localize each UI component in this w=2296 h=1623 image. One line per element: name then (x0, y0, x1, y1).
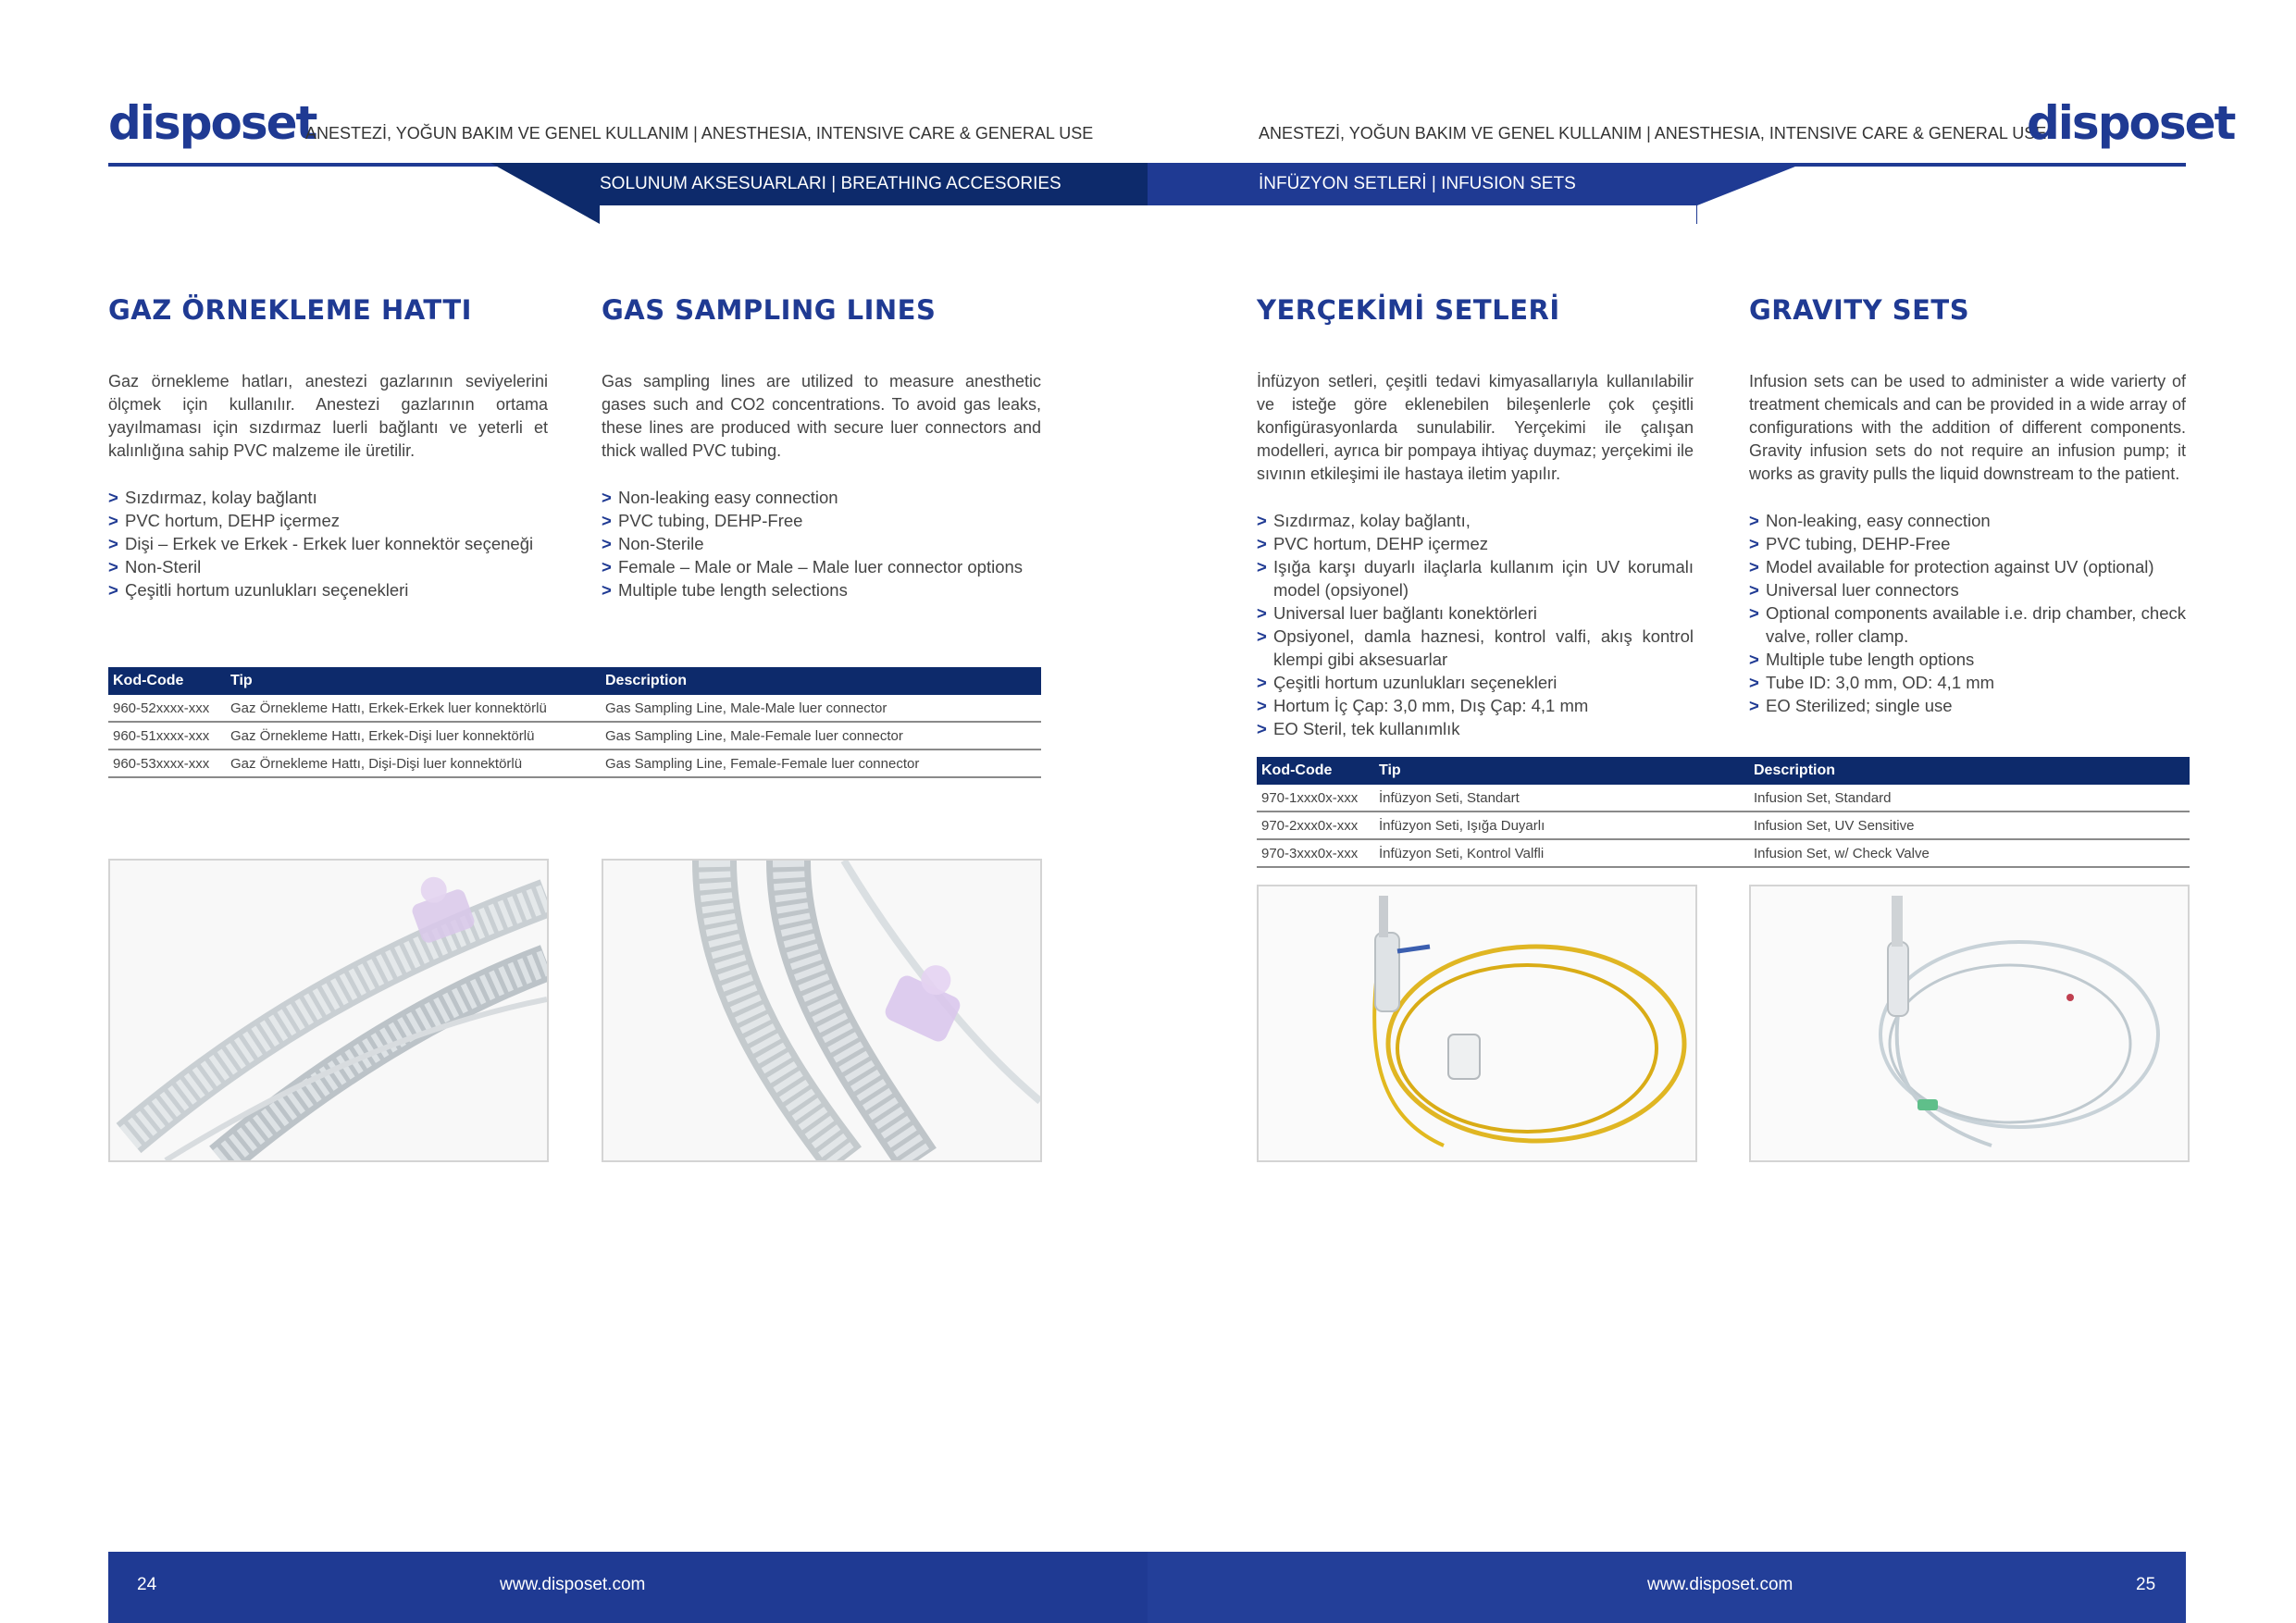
list-item: > Çeşitli hortum uzunlukları seçenekleri (108, 580, 409, 600)
bullet-list-tr-left (108, 486, 552, 601)
product-photo-gas-sampling-1 (108, 859, 549, 1162)
page-number-right: 25 (2136, 1575, 2156, 1594)
table-header-row (1257, 757, 2190, 785)
list-item: > Non-leaking easy connection (602, 488, 838, 507)
table-row (1257, 839, 2190, 867)
list-item: > Sızdırmaz, kolay bağlantı (108, 488, 317, 507)
heading-tr-right: YERÇEKİMİ SETLERİ (1257, 294, 1560, 326)
list-item: > Model available for protection against UV (optional) (1749, 557, 2154, 576)
section-title-right: İNFÜZYON SETLERİ | INFUSION SETS (1259, 174, 1576, 193)
table-header: Tip (226, 667, 601, 695)
table-row (108, 695, 1041, 722)
bullet-list-en-right (1749, 509, 2186, 717)
list-item: > Tube ID: 3,0 mm, OD: 4,1 mm (1749, 673, 1995, 692)
table-cell-description: Gas Sampling Line, Male-Male luer connector (601, 695, 1041, 722)
table-row (108, 722, 1041, 750)
list-item: > EO Sterilized; single use (1749, 696, 1953, 715)
table-header: Tip (1374, 757, 1749, 785)
page-number-left: 24 (137, 1575, 157, 1594)
table-cell-type: İnfüzyon Seti, Standart (1374, 785, 1749, 812)
table-header: Description (1749, 757, 2190, 785)
list-item: > Optional components available i.e. drip chamber, check valve, roller clamp. (1749, 603, 2186, 646)
product-table-right (1257, 757, 2190, 868)
table-cell-description: Gas Sampling Line, Male-Female luer connector (601, 722, 1041, 750)
list-item: > Işığa karşı duyarlı ilaçlarla kullanım için UV korumalı model (opsiyonel) (1257, 557, 1694, 600)
table-cell-type: İnfüzyon Seti, Işığa Duyarlı (1374, 812, 1749, 839)
list-item: > PVC hortum, DEHP içermez (1257, 534, 1488, 553)
heading-en-right: GRAVITY SETS (1749, 294, 1970, 326)
footer-url-right[interactable]: www.disposet.com (1647, 1575, 1793, 1594)
footer-url-left[interactable]: www.disposet.com (500, 1575, 646, 1594)
list-item: > Sızdırmaz, kolay bağlantı, (1257, 511, 1471, 530)
table-cell-code: 970-2xxx0x-xxx (1257, 812, 1374, 839)
header-category-left: ANESTEZİ, YOĞUN BAKIM VE GENEL KULLANIM | ANESTHESIA, INTENSIVE CARE & GENERAL USE (305, 124, 1094, 142)
list-item: > Dişi – Erkek ve Erkek - Erkek luer konnektör seçeneği (108, 534, 534, 553)
table-header: Kod-Code (108, 667, 226, 695)
product-photo-infusion-set-clear (1749, 885, 2190, 1162)
list-item: > Universal luer connectors (1749, 580, 1959, 600)
paragraph-en-left: Gas sampling lines are utilized to measure anesthetic gases such and CO2 concentrations. To avoid gas leaks, these lines are produced with secure luer connectors and thick walled PVC tubing. (602, 372, 1041, 460)
table-cell-code: 970-3xxx0x-xxx (1257, 839, 1374, 867)
list-item: > Female – Male or Male – Male luer connector options (602, 557, 1024, 576)
section-title-left: SOLUNUM AKSESUARLARI | BREATHING ACCESORIES (600, 174, 1061, 193)
table-row (1257, 785, 2190, 812)
list-item: > Opsiyonel, damla haznesi, kontrol valfi, akış kontrol klempi gibi aksesuarlar (1257, 626, 1694, 669)
table-cell-type: İnfüzyon Seti, Kontrol Valfli (1374, 839, 1749, 867)
table-cell-code: 960-52xxxx-xxx (108, 695, 226, 722)
heading-en-left: GAS SAMPLING LINES (602, 294, 937, 326)
bullet-list-tr-right (1257, 509, 1694, 740)
table-cell-type: Gaz Örnekleme Hattı, Erkek-Erkek luer konnektörlü (226, 695, 601, 722)
list-item: > PVC tubing, DEHP-Free (1749, 534, 1951, 553)
bullet-list-en-left (602, 486, 1046, 601)
table-cell-code: 960-51xxxx-xxx (108, 722, 226, 750)
table-cell-code: 970-1xxx0x-xxx (1257, 785, 1374, 812)
header-category-right: ANESTEZİ, YOĞUN BAKIM VE GENEL KULLANIM | ANESTHESIA, INTENSIVE CARE & GENERAL USE (1259, 124, 2047, 142)
list-item: > Multiple tube length options (1749, 650, 1975, 669)
disposet-logo-left: disposet (108, 96, 316, 150)
table-cell-description: Infusion Set, Standard (1749, 785, 2190, 812)
list-item: > Non-Sterile (602, 534, 704, 553)
list-item: > Çeşitli hortum uzunlukları seçenekleri (1257, 673, 1558, 692)
product-table-left (108, 667, 1041, 778)
paragraph-tr-left: Gaz örnekleme hatları, anestezi gazlarının seviyelerini ölçmek için kullanılır. Anestezi gazlarının ortama yayılmaması için sızdırmaz luerli bağlantı ve yeterli et kalınlığına sahip PVC malzeme ile üretilir. (108, 372, 548, 460)
table-cell-type: Gaz Örnekleme Hattı, Dişi-Dişi luer konnektörlü (226, 750, 601, 777)
list-item: > Non-leaking, easy connection (1749, 511, 1991, 530)
table-cell-code: 960-53xxxx-xxx (108, 750, 226, 777)
heading-tr-left: GAZ ÖRNEKLEME HATTI (108, 294, 472, 326)
table-cell-description: Infusion Set, UV Sensitive (1749, 812, 2190, 839)
list-item: > Non-Steril (108, 557, 202, 576)
list-item: > PVC tubing, DEHP-Free (602, 511, 803, 530)
table-cell-description: Infusion Set, w/ Check Valve (1749, 839, 2190, 867)
list-item: > Universal luer bağlantı konektörleri (1257, 603, 1537, 623)
table-cell-type: Gaz Örnekleme Hattı, Erkek-Dişi luer konnektörlü (226, 722, 601, 750)
list-item: > Hortum İç Çap: 3,0 mm, Dış Çap: 4,1 mm (1257, 696, 1589, 715)
table-row (108, 750, 1041, 777)
table-header: Description (601, 667, 1041, 695)
table-header: Kod-Code (1257, 757, 1374, 785)
paragraph-tr-right: İnfüzyon setleri, çeşitli tedavi kimyasallarıyla kullanılabilir ve isteğe göre eklenebilen bileşenlerle çok çeşitli konfigürasyonlarda sunulabilir. Yerçekimi ile çalışan modelleri, ayrıca bir pompaya ihtiyaç duymaz; yerçekimi ile sıvının etkileşimi ile hastaya iletim yapılır. (1257, 372, 1694, 483)
table-row (1257, 812, 2190, 839)
list-item: > PVC hortum, DEHP içermez (108, 511, 340, 530)
product-photo-gas-sampling-2 (602, 859, 1042, 1162)
disposet-logo-right: disposet (2027, 96, 2235, 150)
list-item: > EO Steril, tek kullanımlık (1257, 719, 1460, 738)
product-photo-infusion-set-yellow (1257, 885, 1697, 1162)
table-cell-description: Gas Sampling Line, Female-Female luer connector (601, 750, 1041, 777)
list-item: > Multiple tube length selections (602, 580, 848, 600)
table-header-row (108, 667, 1041, 695)
paragraph-en-right: Infusion sets can be used to administer a wide varierty of treatment chemicals and can be provided in a wide array of configurations with the addition of different components. Gravity infusion sets do not require an infusion pump; it works as gravity pulls the liquid downstream to the patient. (1749, 372, 2186, 483)
